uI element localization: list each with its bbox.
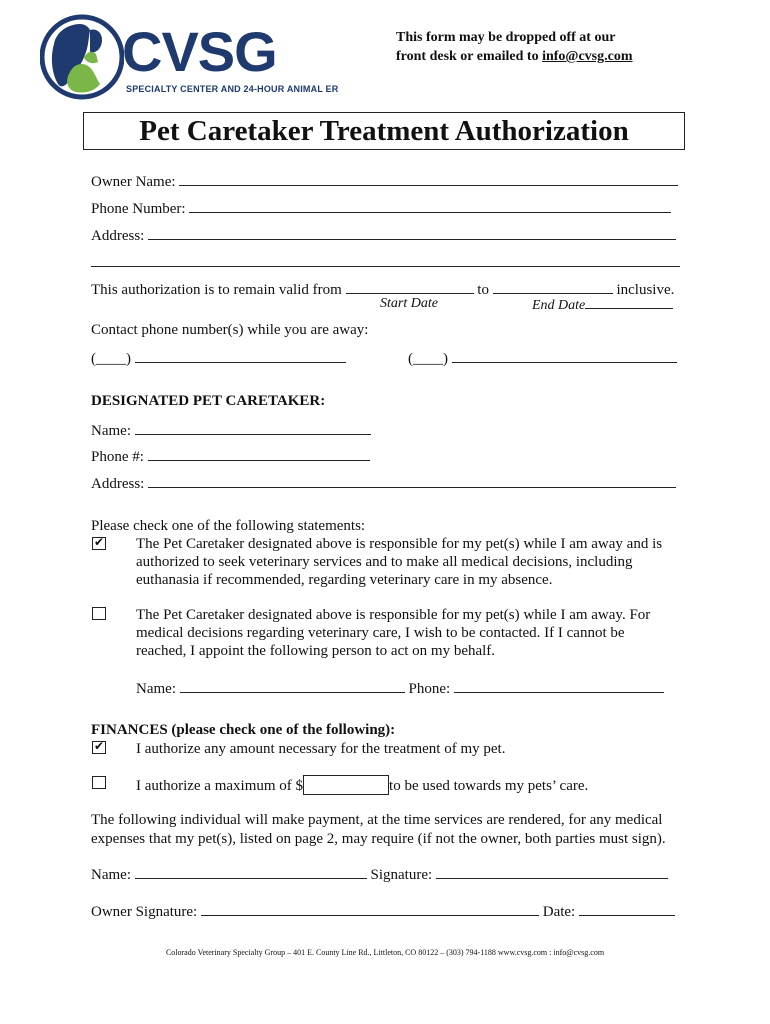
owner-name-label: Owner Name:	[91, 174, 176, 190]
owner-name-field[interactable]	[179, 171, 678, 186]
contact-phone-field-1[interactable]	[135, 348, 346, 363]
statement-1-line2: authorized to seek veterinary services and to make all medical decisions, including	[136, 554, 633, 570]
alternate-phone-label: Phone:	[408, 681, 451, 697]
owner-phone-field[interactable]	[189, 198, 671, 213]
payer-row	[91, 864, 668, 884]
pet-silhouette-icon	[40, 14, 124, 100]
contact-phone-2	[408, 348, 677, 368]
validity-prefix: This authorization is to remain valid from	[91, 282, 342, 298]
start-date-caption: Start Date	[380, 296, 438, 311]
payment-line2: expenses that my pet(s), listed on page 2, may require (if not the owner, both parties must sign).	[91, 831, 666, 847]
area-code-1[interactable]: (____)	[91, 351, 131, 367]
footer: Colorado Veterinary Specialty Group – 401 E. County Line Rd., Littleton, CO 80122 – (303) 794-1188 www.cvsg.com : info@cvsg.com	[165, 948, 605, 957]
payer-signature-label: Signature:	[370, 867, 433, 883]
max-amount-input[interactable]	[303, 775, 389, 795]
finance-1-label: I authorize any amount necessary for the treatment of my pet.	[136, 741, 506, 757]
page-title: Pet Caretaker Treatment Authorization	[139, 115, 629, 147]
caretaker-name-row	[91, 420, 371, 440]
end-date-caption: End Date	[532, 298, 586, 313]
payment-paragraph	[91, 811, 666, 849]
alternate-contact-row	[136, 678, 664, 698]
payment-line1: The following individual will make payment, at the time services are rendered, for any medical	[91, 812, 663, 828]
payer-name-label: Name:	[91, 867, 131, 883]
statement-1-line3: euthanasia if recommended, regarding veterinary care in my absence.	[136, 572, 553, 588]
owner-address-row	[91, 225, 676, 245]
owner-name-row	[91, 171, 678, 191]
alternate-phone-field[interactable]	[454, 678, 664, 693]
alternate-name-field[interactable]	[180, 678, 405, 693]
owner-address-field[interactable]	[148, 225, 676, 240]
end-date-field[interactable]	[493, 279, 613, 294]
checkmark-icon: ✔	[94, 535, 105, 549]
payer-signature-field[interactable]	[436, 864, 668, 879]
header-note-line1: This form may be dropped off at our	[396, 30, 616, 45]
caretaker-phone-row	[91, 446, 370, 466]
caretaker-name-field[interactable]	[135, 420, 371, 435]
alternate-name-label: Name:	[136, 681, 176, 697]
contact-label: Contact phone number(s) while you are away:	[91, 322, 369, 338]
statements-intro: Please check one of the following statements:	[91, 518, 366, 534]
caretaker-address-label: Address:	[91, 476, 145, 492]
finance-2-suffix: to be used towards my pets’ care.	[389, 778, 589, 794]
statement-1-text	[136, 535, 662, 589]
finances-heading: FINANCES (please check one of the following):	[91, 722, 396, 738]
finance-1-checkbox[interactable]	[92, 741, 106, 754]
header-note-prefix: front desk or emailed to	[396, 49, 543, 64]
finance-2-prefix: I authorize a maximum of $	[136, 778, 304, 794]
cvsg-logo	[40, 14, 339, 100]
logo-tagline: SPECIALTY CENTER AND 24-HOUR ANIMAL ER	[126, 84, 339, 94]
caretaker-phone-field[interactable]	[148, 446, 370, 461]
statement-1-checkbox[interactable]	[92, 537, 106, 550]
caretaker-address-row	[91, 473, 676, 493]
payer-name-field[interactable]	[135, 864, 367, 879]
validity-suffix: inclusive.	[616, 282, 675, 298]
finance-2-row	[136, 775, 588, 795]
caretaker-heading: DESIGNATED PET CARETAKER:	[91, 393, 326, 409]
owner-signature-row	[91, 901, 675, 921]
owner-signature-field[interactable]	[201, 901, 539, 916]
owner-address-label: Address:	[91, 228, 145, 244]
statement-2-line1: The Pet Caretaker designated above is responsible for my pet(s) while I am away. For	[136, 607, 651, 623]
owner-phone-row	[91, 198, 671, 218]
logo-brand: CVSG	[122, 20, 277, 83]
statement-2-checkbox[interactable]	[92, 607, 106, 620]
date-label: Date:	[542, 904, 576, 920]
finance-2-checkbox[interactable]	[92, 776, 106, 789]
email-link[interactable]: info@cvsg.com	[542, 49, 633, 64]
owner-address-field-2[interactable]	[91, 252, 680, 267]
caretaker-name-label: Name:	[91, 423, 131, 439]
owner-signature-label: Owner Signature:	[91, 904, 198, 920]
end-date-caption-row	[532, 296, 673, 314]
checkmark-icon: ✔	[94, 739, 105, 753]
statement-2-text	[136, 606, 650, 660]
validity-to: to	[477, 282, 489, 298]
date-field[interactable]	[579, 901, 675, 916]
owner-phone-label: Phone Number:	[91, 201, 186, 217]
statement-1-line1: The Pet Caretaker designated above is responsible for my pet(s) while I am away and is	[136, 536, 663, 552]
contact-phone-1	[91, 348, 346, 368]
header-note	[396, 28, 633, 66]
start-date-field[interactable]	[346, 279, 474, 294]
contact-phone-field-2[interactable]	[452, 348, 677, 363]
caretaker-address-field[interactable]	[148, 473, 676, 488]
statement-2-line3: reached, I appoint the following person to act on my behalf.	[136, 643, 496, 659]
caretaker-phone-label: Phone #:	[91, 449, 144, 465]
area-code-2[interactable]: (____)	[408, 351, 448, 367]
statement-2-line2: medical decisions regarding veterinary care, I wish to be contacted. If I cannot be	[136, 625, 625, 641]
